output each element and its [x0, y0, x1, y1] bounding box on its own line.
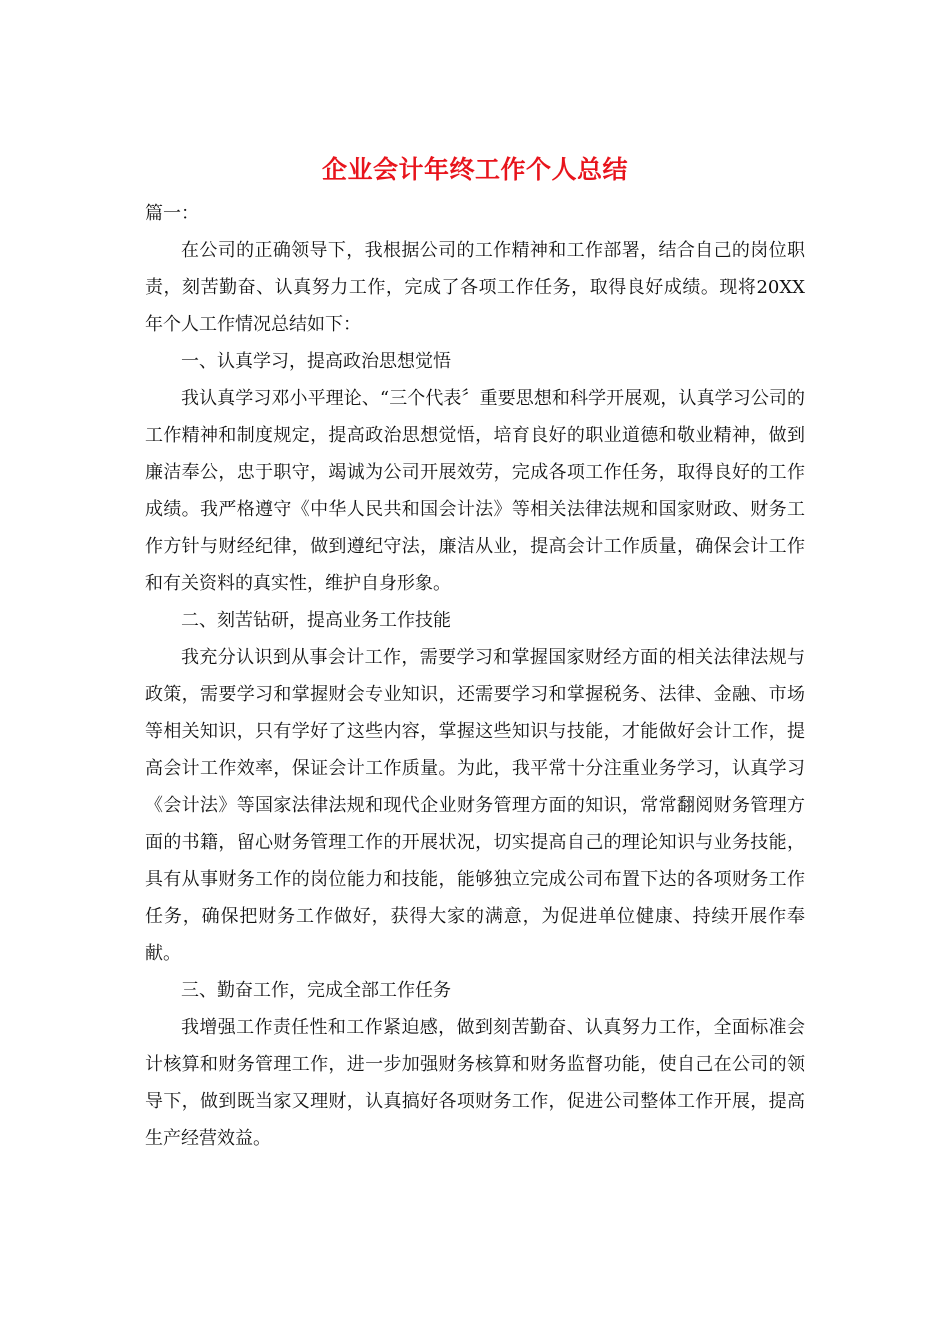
section-2-heading: 二、刻苦钻研，提高业务工作技能 [181, 610, 451, 631]
intro-paragraph: 在公司的正确领导下，我根据公司的工作精神和工作部署，结合自己的岗位职责，刻苦勤奋、认真努力工作，完成了各项工作任务，取得良好成绩。现将20XX年个人工作情况总结如下： [145, 240, 805, 335]
section-2-body: 我充分认识到从事会计工作，需要学习和掌握国家财经方面的相关法律法规与政策，需要学习和掌握财会专业知识，还需要学习和掌握税务、法律、金融、市场等相关知识，只有学好了这些内容，掌握这些知识与技能，才能做好会计工作，提高会计工作效率，保证会计工作质量。为此，我平常十分注重业务学习，认真学习《会计法》等国家法律法规和现代企业财务管理方面的知识，常常翻阅财务管理方面的书籍，留心财务管理工作的开展状况，切实提高自己的理论知识与业务技能，具有从事财务工作的岗位能力和技能，能够独立完成公司布置下达的各项财务工作任务，确保把财务工作做好，获得大家的满意，为促进单位健康、持续开展作奉献。 [145, 647, 805, 964]
section-1-heading: 一、认真学习，提高政治思想觉悟 [181, 351, 451, 372]
section-3-heading: 三、勤奋工作，完成全部工作任务 [181, 980, 451, 1001]
document-page [145, 150, 805, 1157]
section-1-body: 我认真学习邓小平理论、“三个代表〞重要思想和科学开展观，认真学习公司的工作精神和制度规定，提高政治思想觉悟，培育良好的职业道德和敬业精神，做到廉洁奉公，忠于职守，竭诚为公司开展效劳，完成各项工作任务，取得良好的工作成绩。我严格遵守《中华人民共和国会计法》等相关法律法规和国家财政、财务工作方针与财经纪律，做到遵纪守法，廉洁从业，提高会计工作质量，确保会计工作和有关资料的真实性，维护自身形象。 [145, 388, 805, 594]
section-3-body: 我增强工作责任性和工作紧迫感，做到刻苦勤奋、认真努力工作，全面标准会计核算和财务管理工作，进一步加强财务核算和财务监督功能，使自己在公司的领导下，做到既当家又理财，认真搞好各项财务工作，促进公司整体工作开展，提高生产经营效益。 [145, 1017, 805, 1149]
chapter-label: 篇一： [145, 203, 199, 224]
document-title: 企业会计年终工作个人总结 [321, 155, 628, 184]
